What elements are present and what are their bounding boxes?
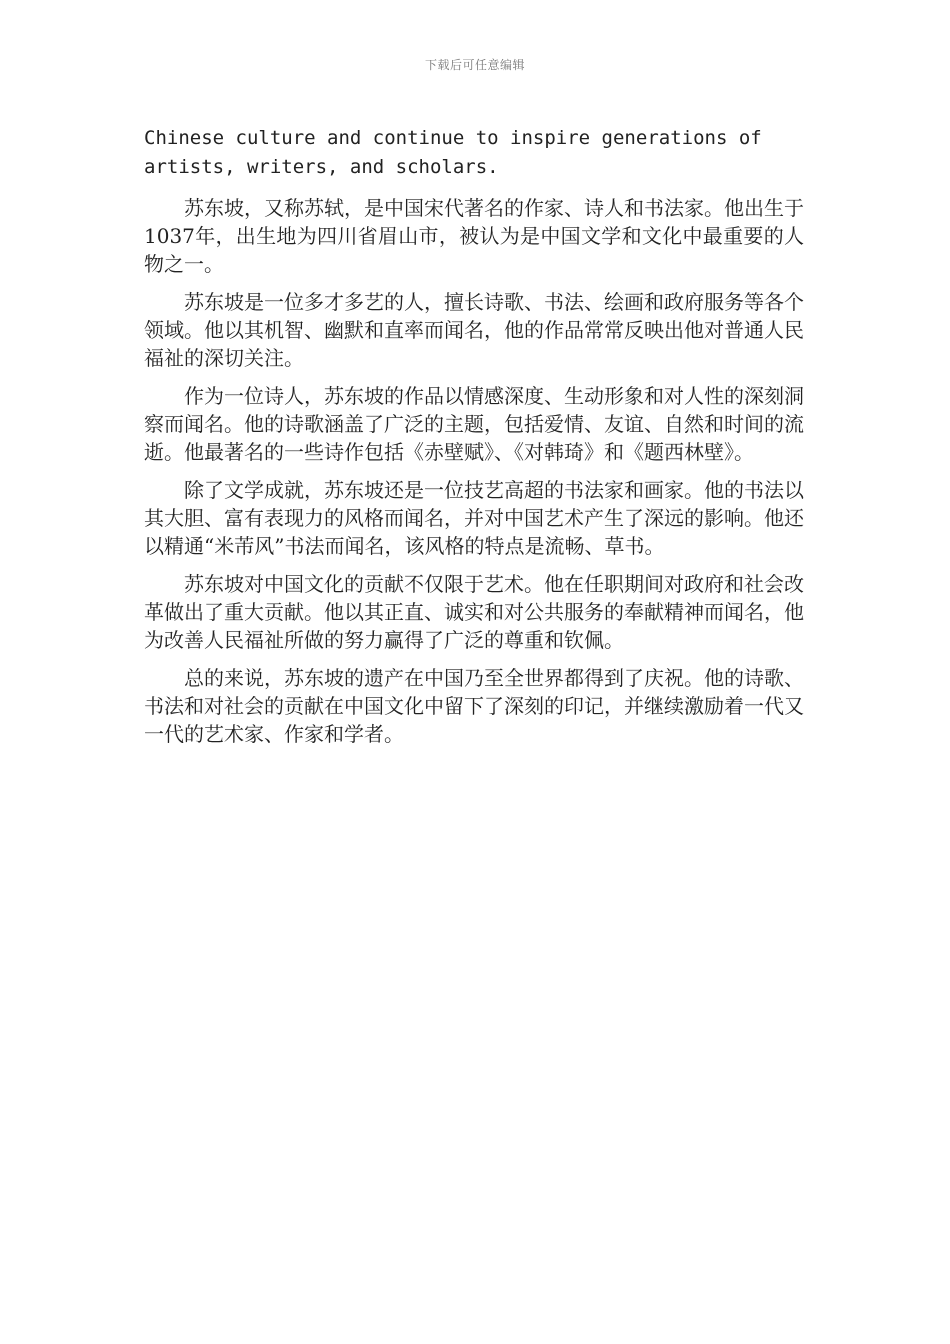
paragraph-calligraphy: 除了文学成就，苏东坡还是一位技艺高超的书法家和画家。他的书法以其大胆、富有表现力的风格而闻名，并对中国艺术产生了深远的影响。他还以精通“米芾风”书法而闻名，该风格的特点是流畅、草书。 xyxy=(144,478,804,558)
page-header-note: 下载后可任意编辑 xyxy=(424,58,525,72)
paragraph-talents: 苏东坡是一位多才多艺的人，擅长诗歌、书法、绘画和政府服务等各个领域。他以其机智、幽默和直率而闻名，他的作品常常反映出他对普通人民福祉的深切关注。 xyxy=(144,290,804,370)
document-body xyxy=(144,124,804,758)
paragraph-contributions: 苏东坡对中国文化的贡献不仅限于艺术。他在任职期间对政府和社会改革做出了重大贡献。他以其正直、诚实和对公共服务的奉献精神而闻名，他为改善人民福祉所做的努力赢得了广泛的尊重和钦佩。 xyxy=(144,572,804,652)
paragraph-legacy: 总的来说，苏东坡的遗产在中国乃至全世界都得到了庆祝。他的诗歌、书法和对社会的贡献在中国文化中留下了深刻的印记，并继续激励着一代又一代的艺术家、作家和学者。 xyxy=(144,666,804,746)
english-paragraph: Chinese culture and continue to inspire generations of artists, writers, and scholars. xyxy=(144,127,762,178)
paragraph-poetry: 作为一位诗人，苏东坡的作品以情感深度、生动形象和对人性的深刻洞察而闻名。他的诗歌涵盖了广泛的主题，包括爱情、友谊、自然和时间的流逝。他最著名的一些诗作包括《赤壁赋》、《对韩琦》和《题西林壁》。 xyxy=(144,384,804,464)
paragraph-intro: 苏东坡，又称苏轼，是中国宋代著名的作家、诗人和书法家。他出生于1037年，出生地为四川省眉山市，被认为是中国文学和文化中最重要的人物之一。 xyxy=(144,196,804,276)
